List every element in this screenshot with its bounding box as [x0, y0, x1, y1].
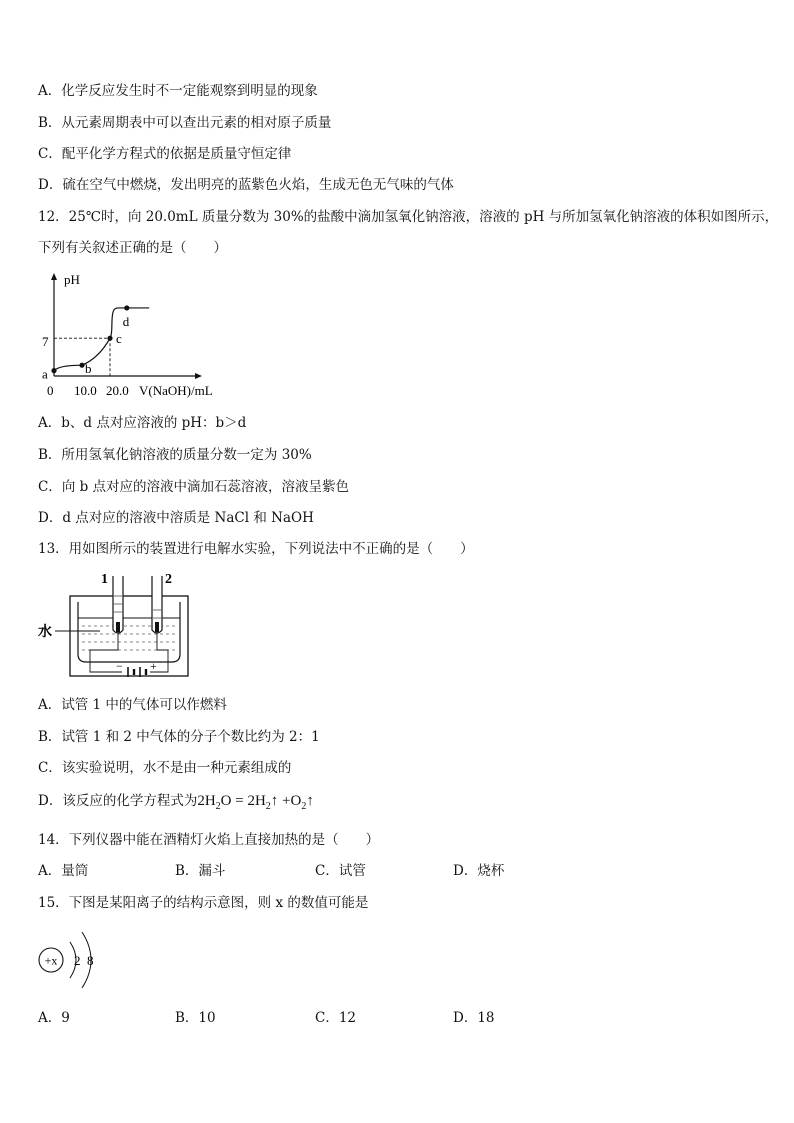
y-axis-label: pH — [64, 272, 80, 287]
q13-option-d — [38, 792, 314, 816]
q15-option-a: A．9 — [38, 1010, 70, 1026]
water-label: 水 — [38, 625, 52, 640]
ph-titration-chart — [36, 268, 236, 404]
point-label-d: d — [122, 313, 130, 329]
water-trough-inner — [78, 602, 180, 662]
ion-structure-diagram — [36, 924, 126, 996]
x-axis-arrow — [195, 373, 202, 379]
q14-option-c: C．试管 — [315, 863, 366, 879]
origin-label: 0 — [47, 383, 54, 398]
q12-stem-line1: 12．25℃时，向 20.0mL 质量分数为 30%的盐酸中滴加氢氧化钠溶液，溶液的 pH 与所加氢氧化钠溶液的体积如图所示， — [38, 209, 779, 225]
x-tick-20: 20.0 — [106, 383, 129, 398]
x-axis-label: V(NaOH)/mL — [139, 383, 213, 398]
q12-option-a: A．b、d 点对应溶液的 pH：b＞d — [38, 415, 247, 431]
q13-option-c: C．该实验说明，水不是由一种元素组成的 — [38, 760, 292, 776]
tube-1-label: 1 — [101, 572, 108, 587]
q14-option-a: A．量筒 — [38, 863, 89, 879]
q15-option-c: C．12 — [315, 1010, 357, 1026]
point-a — [51, 368, 56, 373]
point-label-b: b — [85, 361, 92, 377]
q12-stem-line2: 下列有关叙述正确的是（ ） — [38, 240, 227, 256]
q15-option-d: D．18 — [453, 1010, 495, 1026]
point-label-a: a — [42, 366, 48, 382]
q14-option-d: D．烧杯 — [453, 863, 505, 879]
electrode-1 — [116, 622, 120, 632]
q12-option-c: C．向 b 点对应的溶液中滴加石蕊溶液，溶液呈紫色 — [38, 479, 350, 495]
nucleus-charge-label: +x — [44, 953, 58, 968]
q11-option-a: A．化学反应发生时不一定能观察到明显的现象 — [38, 83, 318, 99]
q14-option-b: B．漏斗 — [175, 863, 226, 879]
q12-option-b: B．所用氢氧化钠溶液的质量分数一定为 30% — [38, 447, 312, 463]
point-d — [124, 305, 129, 310]
q11-option-d: D．硫在空气中燃烧，发出明亮的蓝紫色火焰，生成无色无气味的气体 — [38, 177, 454, 193]
q13-option-b: B．试管 1 和 2 中气体的分子个数比约为 2：1 — [38, 729, 320, 745]
x-tick-10: 10.0 — [74, 383, 97, 398]
shell-2-electrons: 8 — [87, 953, 94, 968]
electrolysis-equation: $2H_2O$ = $2H_2↑$ $+O_2↑$ — [197, 793, 314, 812]
q11-option-b: B．从元素周期表中可以查出元素的相对原子质量 — [38, 115, 332, 131]
electrolysis-apparatus-figure — [38, 566, 198, 684]
battery-minus-sign: − — [116, 659, 123, 673]
battery-plus-sign: + — [150, 659, 157, 673]
q13-option-d-text: D．该反应的化学方程式为 — [38, 793, 198, 809]
q15-option-b: B．10 — [175, 1010, 216, 1026]
q14-stem: 14．下列仪器中能在酒精灯火焰上直接加热的是（ ） — [38, 832, 380, 848]
water-trough-outer — [70, 596, 188, 676]
titration-curve — [54, 308, 149, 371]
electrode-2 — [155, 622, 159, 632]
q15-stem: 15．下图是某阳离子的结构示意图，则 x 的数值可能是 — [38, 895, 369, 911]
q12-option-d: D．d 点对应的溶液中溶质是 NaCl 和 NaOH — [38, 510, 314, 526]
y-tick-7: 7 — [42, 334, 49, 349]
q11-option-c: C．配平化学方程式的依据是质量守恒定律 — [38, 146, 292, 162]
q13-stem: 13．用如图所示的装置进行电解水实验，下列说法中不正确的是（ ） — [38, 541, 474, 557]
q13-option-a: A．试管 1 中的气体可以作燃料 — [38, 697, 227, 713]
tube-2-label: 2 — [165, 572, 172, 587]
y-axis-arrow — [51, 273, 57, 280]
point-c — [107, 336, 112, 341]
shell-1-electrons: 2 — [74, 953, 81, 968]
point-label-c: c — [116, 331, 122, 347]
point-b — [79, 363, 84, 368]
